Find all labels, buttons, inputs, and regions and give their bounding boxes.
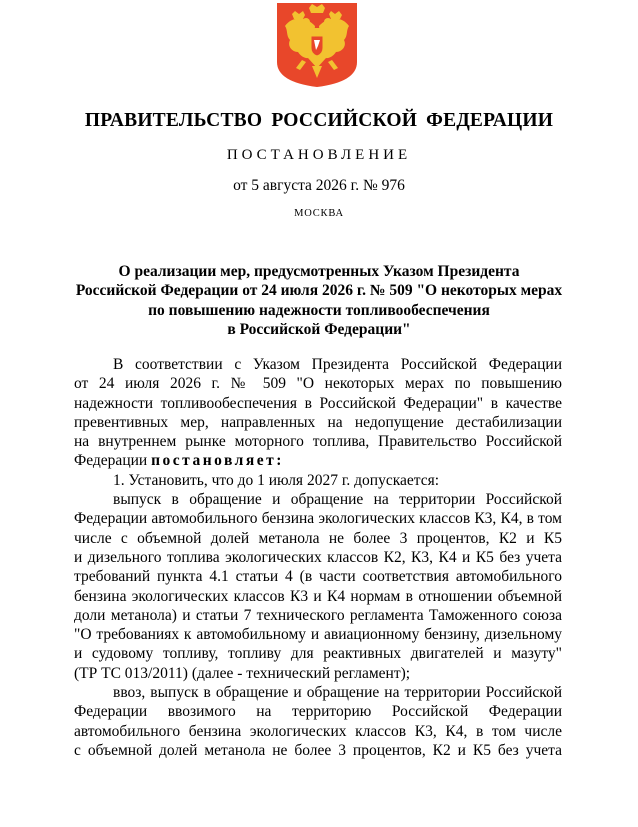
government-title: ПРАВИТЕЛЬСТВО РОССИЙСКОЙ ФЕДЕРАЦИИ: [84, 110, 554, 131]
subject-line: Российской Федерации от 24 июля 2026 г. № 509 "О некоторых мерах: [75, 282, 563, 300]
body-line: на внутреннем рынке моторного топлива, Правительство Российской: [74, 433, 562, 451]
body-line: "О требованиях к автомобильному и авиационному бензину, дизельному: [74, 626, 562, 644]
body-line: выпуск в обращение и обращение на территории Российской: [113, 491, 562, 509]
subject-line: О реализации мер, предусмотренных Указом Президента: [118, 263, 520, 280]
body-line: [74, 451, 562, 470]
body-line: от 24 июля 2026 г. № 509 "О некоторых мерах по повышению: [74, 375, 562, 393]
body-text-fragment: Федерации: [74, 452, 152, 470]
body-line: надежности топливообеспечения в Российской Федерации" в качестве: [74, 394, 562, 412]
body-line: с объемной долей метанола не более 3 процентов, К2 и К5 без учета: [74, 741, 562, 759]
body-line: и дизельного топлива экологических классов К2, К3, К4 и К5 без учета: [74, 548, 562, 566]
body-line: требований пункта 4.1 статьи 4 (в части соответствия автомобильного: [74, 568, 562, 586]
body-line: превентивных мер, направленных на недопущение дестабилизации: [74, 413, 562, 431]
body-line: Федерации автомобильного бензина экологических классов К3, К4, в том: [74, 510, 562, 528]
body-line: доли метанола) и статьи 7 технического регламента Таможенного союза: [74, 606, 562, 624]
document-date-number: от 5 августа 2026 г. № 976: [233, 177, 405, 194]
document-subject: [60, 262, 578, 339]
body-line: (ТР ТС 013/2011) (далее - технический регламент);: [74, 664, 411, 682]
subject-line: по повышению надежности топливообеспечения: [148, 301, 490, 319]
body-line: и судовому топливу, топливу для реактивных двигателей и мазуту": [74, 645, 562, 663]
body-line: 1. Установить, что до 1 июля 2027 г. допускается:: [113, 471, 440, 489]
body-line: автомобильного бензина экологических классов К3, К4, в том числе: [74, 722, 562, 740]
body-line: В соответствии с Указом Президента Российской Федерации: [113, 356, 562, 373]
coat-of-arms-emblem: [276, 2, 358, 88]
body-line: бензина экологических классов К3 и К4 нормам в отношении объемной: [74, 587, 562, 605]
subject-line: в Российской Федерации": [227, 320, 411, 338]
document-body: [74, 355, 562, 760]
body-line: ввоз, выпуск в обращение и обращение на территории Российской: [113, 684, 562, 702]
resolves-keyword: постановляет:: [151, 452, 284, 470]
document-city: МОСКВА: [294, 208, 344, 219]
body-line: числе с объемной долей метанола не более 3 процентов, К2 и К5: [74, 529, 562, 547]
body-line: Федерации ввозимого на территорию Российской Федерации: [74, 703, 562, 721]
document-type: ПОСТАНОВЛЕНИЕ: [226, 147, 412, 163]
